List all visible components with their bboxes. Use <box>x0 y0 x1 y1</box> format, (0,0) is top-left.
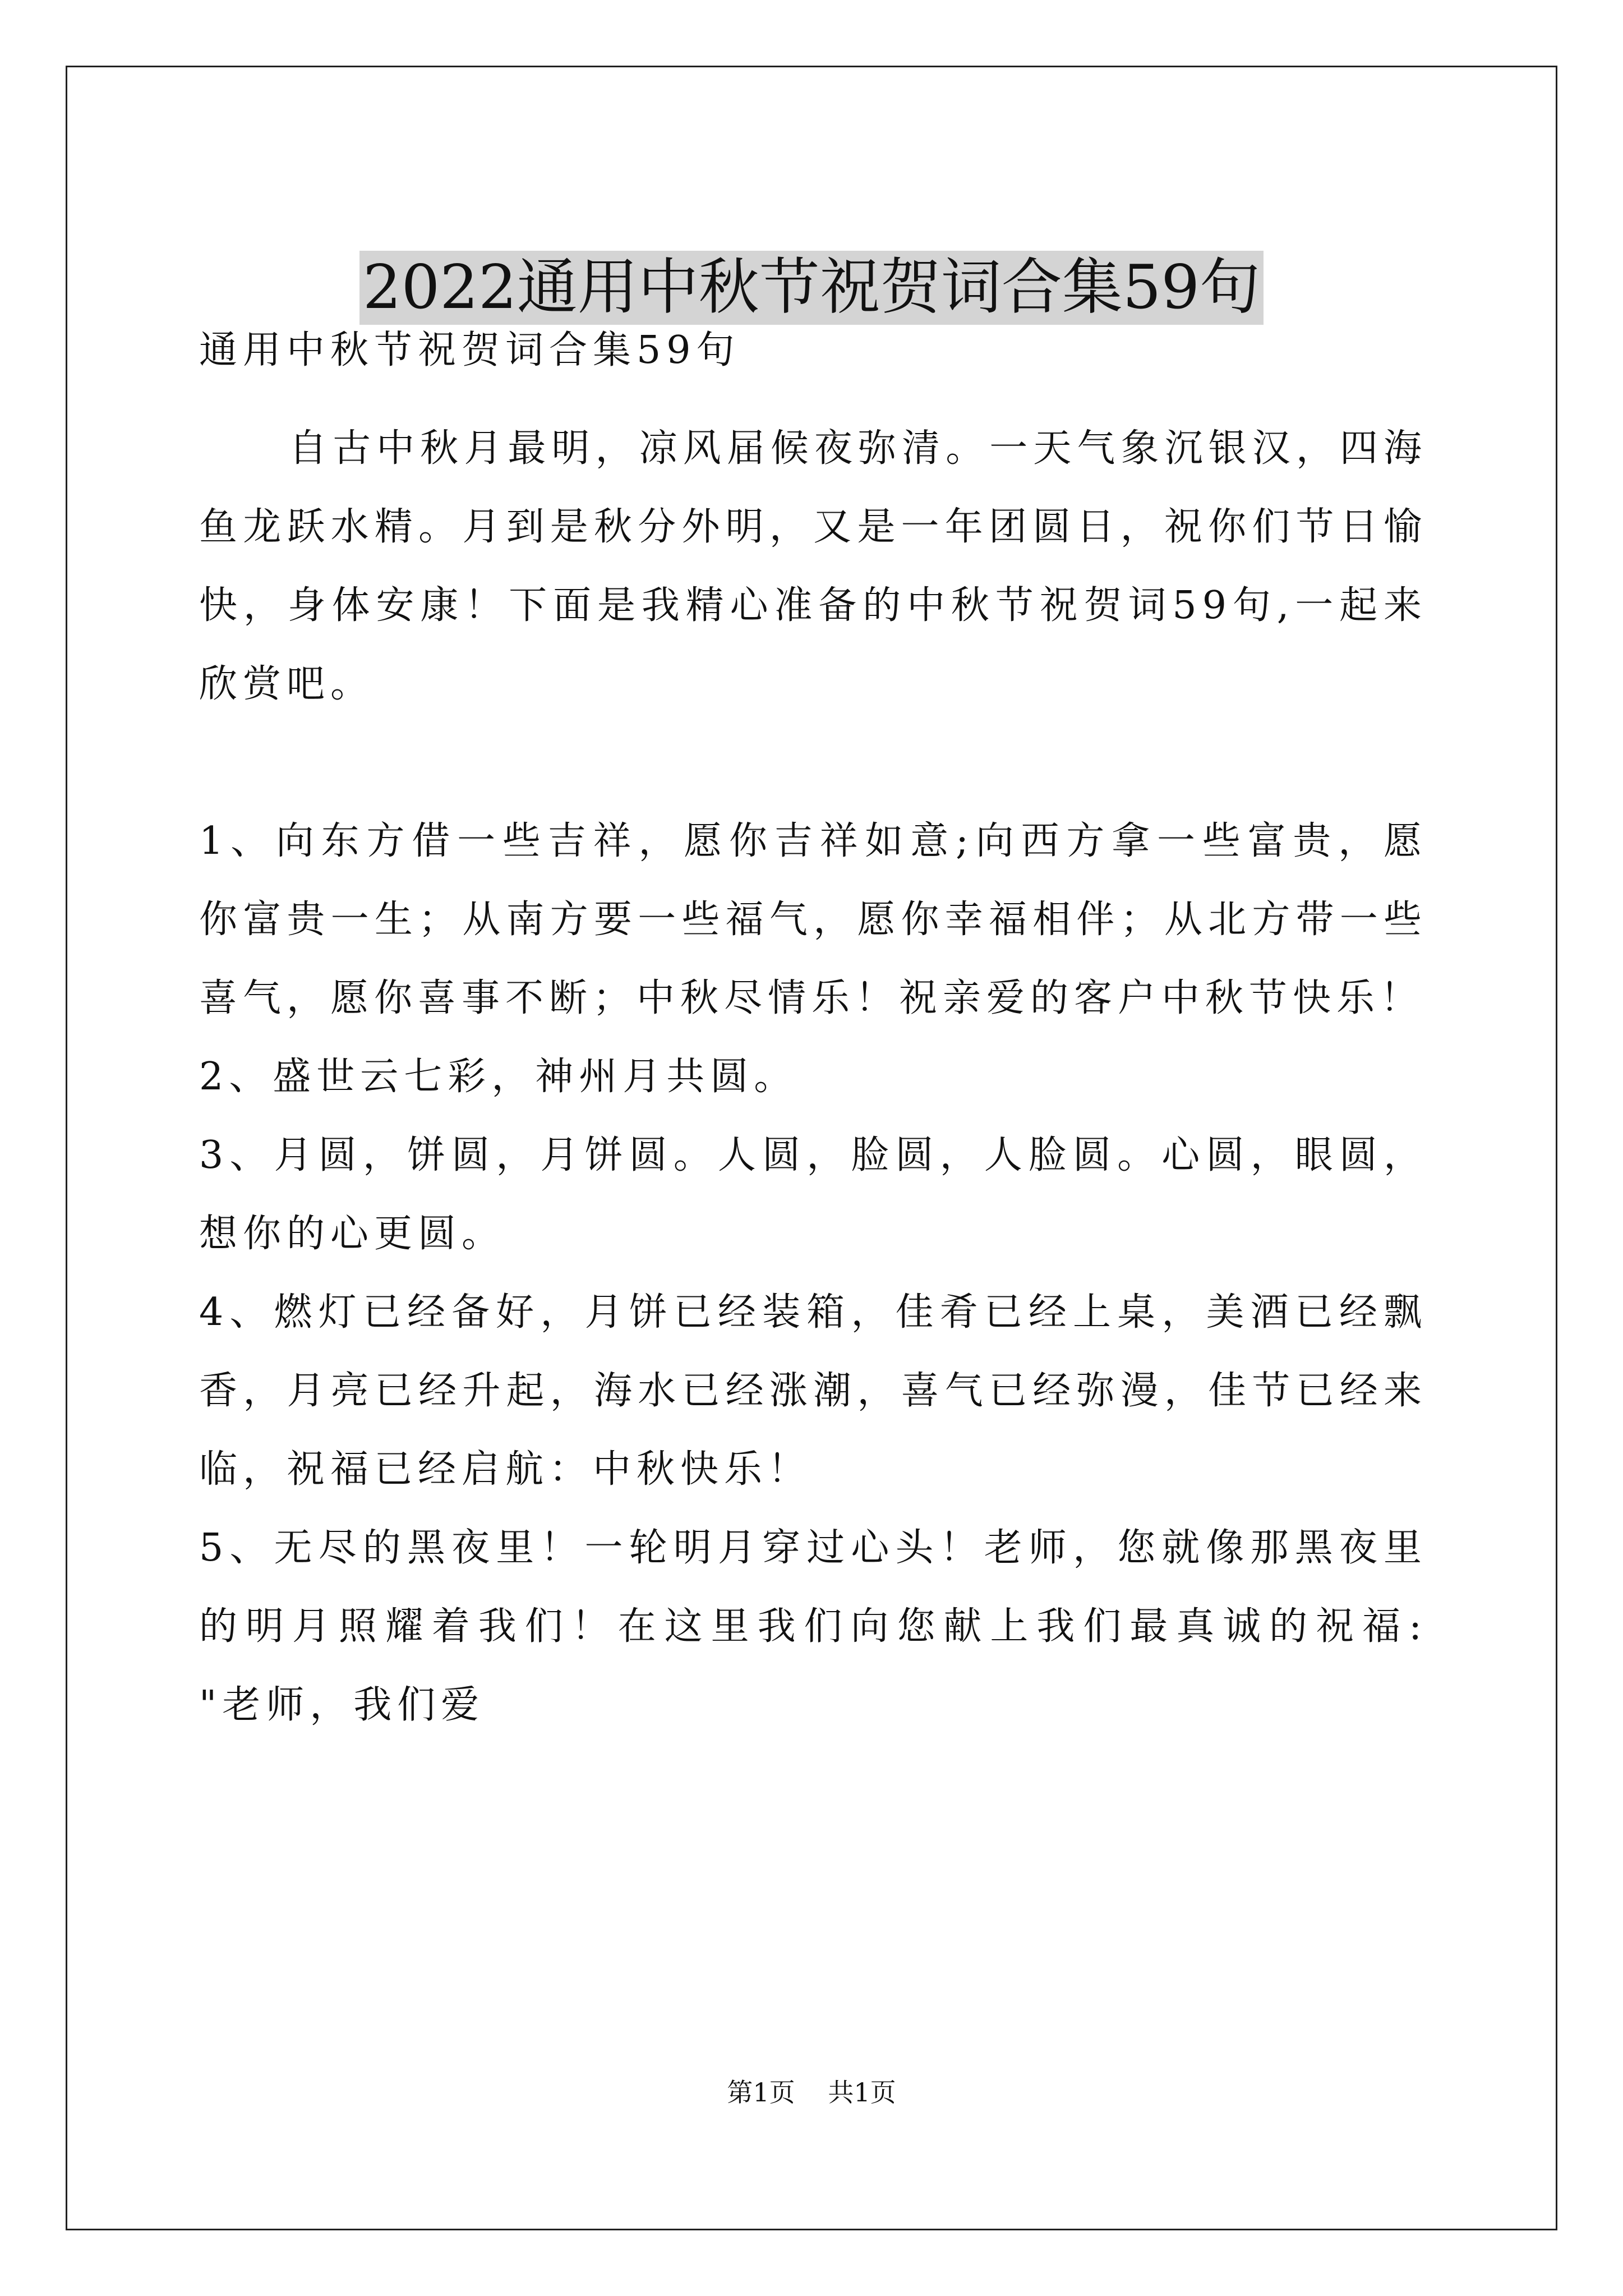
list-item: 1、向东方借一些吉祥，愿你吉祥如意;向西方拿一些富贵，愿你富贵一生；从南方要一些福气，愿你幸福相伴；从北方带一些喜气，愿你喜事不断；中秋尽情乐！祝亲爱的客户中秋节快乐！ <box>199 819 1427 1020</box>
document-title: 2022通用中秋节祝贺词合集59句 <box>359 251 1264 325</box>
list-item: 4、燃灯已经备好，月饼已经装箱，佳肴已经上桌，美酒已经飘香，月亮已经升起，海水已经涨潮，喜气已经弥漫，佳节已经来临，祝福已经启航：中秋快乐！ <box>199 1290 1427 1492</box>
list-item: 2、盛世云七彩，神州月共圆。 <box>199 1055 798 1099</box>
document-subtitle: 通用中秋节祝贺词合集59句 <box>199 328 740 372</box>
page-number: 第1页 <box>727 2077 795 2108</box>
list-item: 3、月圆，饼圆，月饼圆。人圆，脸圆，人脸圆。心圆，眼圆，想你的心更圆。 <box>199 1133 1427 1256</box>
page-total: 共1页 <box>828 2077 896 2108</box>
paragraph-spacer <box>199 724 1427 802</box>
document-body <box>199 311 1427 1745</box>
list-item: 5、无尽的黑夜里！一轮明月穿过心头！老师，您就像那黑夜里的明月照耀着我们！在这里我们向您献上我们最真诚的祝福: "老师，我们爱 <box>199 1526 1427 1727</box>
intro-paragraph: 自古中秋月最明，凉风届候夜弥清。一天气象沉银汉，四海鱼龙跃水精。月到是秋分外明，又是一年团圆日，祝你们节日愉快，身体安康！下面是我精心准备的中秋节祝贺词59句,一起来欣赏吧。 <box>199 426 1427 706</box>
page-footer <box>0 2076 1623 2109</box>
